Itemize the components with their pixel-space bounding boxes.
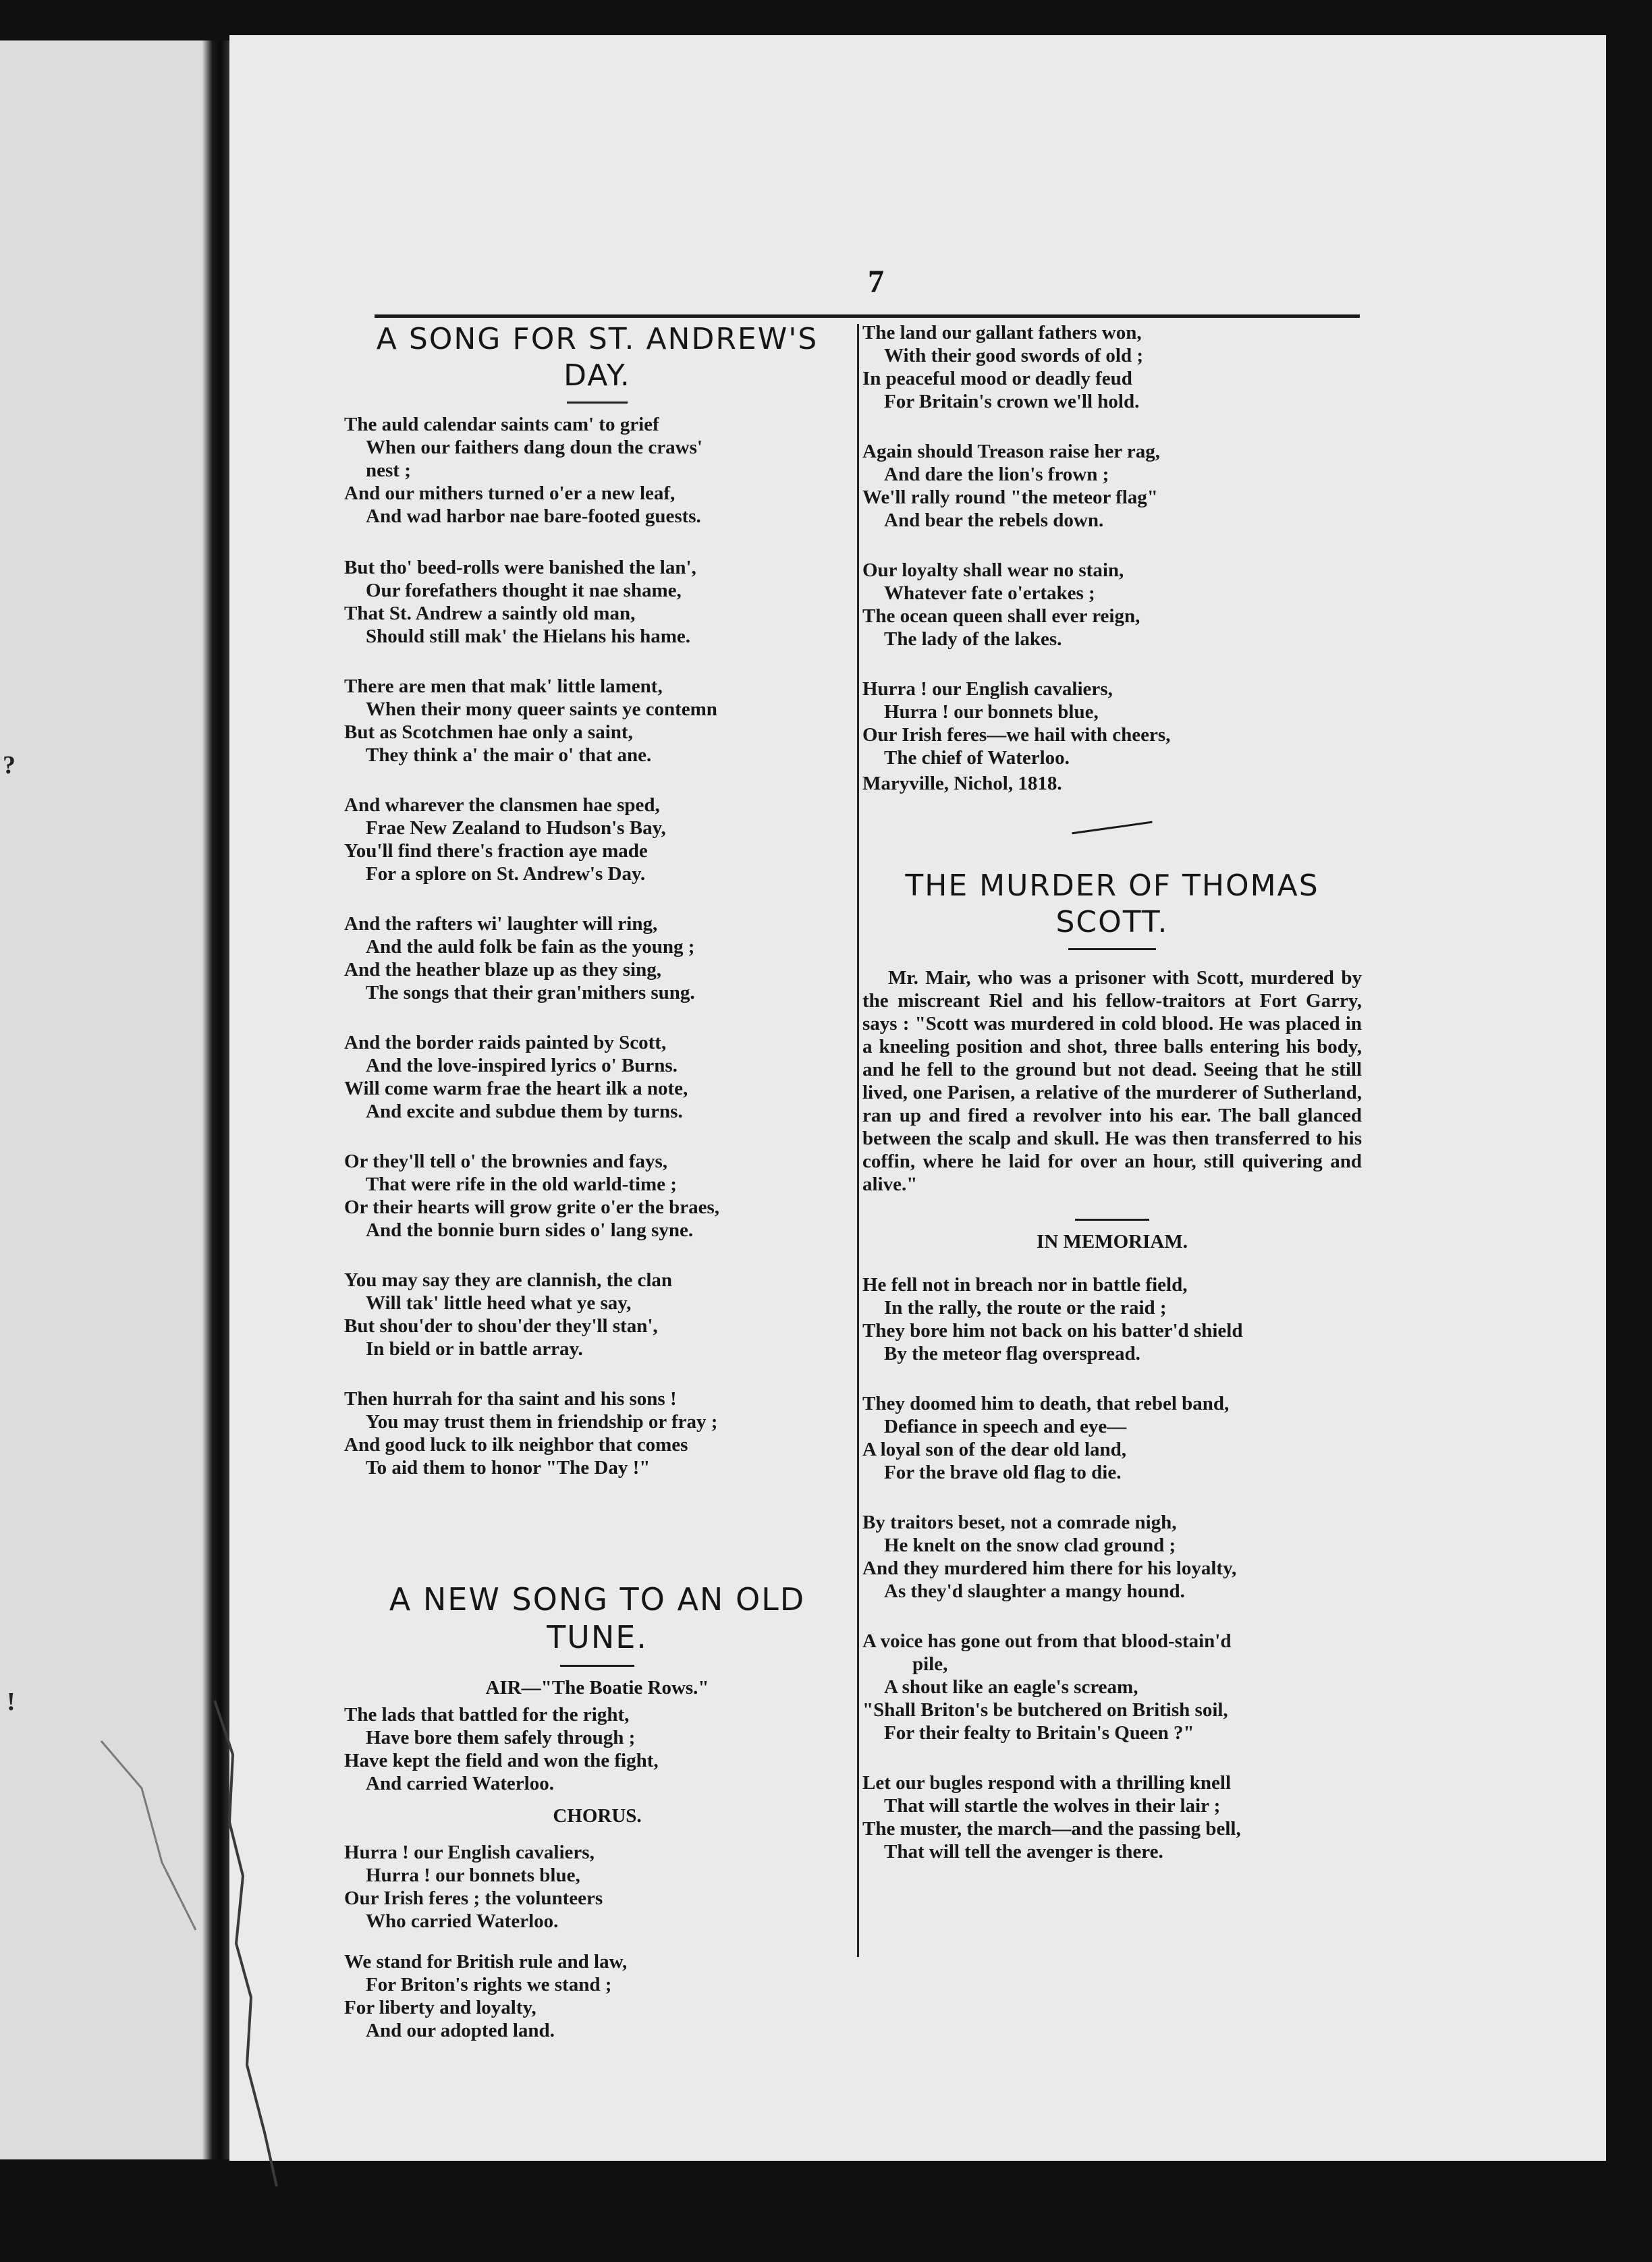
stanza: [344, 1031, 850, 1123]
verse-line: Should still mak' the Hielans his hame.: [366, 626, 691, 648]
stanza: [862, 440, 1362, 532]
verse-line: Have bore them safely through ;: [366, 1726, 636, 1748]
verse-line: And bear the rebels down.: [884, 509, 1104, 531]
verse-line: You may say they are clannish, the clan: [344, 1269, 673, 1292]
verse-line: He knelt on the snow clad ground ;: [884, 1535, 1176, 1557]
verse-line: When our faithers dang doun the craws': [366, 437, 703, 459]
stanza: [862, 1771, 1362, 1863]
verse-line: And the auld folk be fain as the young ;: [366, 936, 695, 958]
verse-line: That will startle the wolves in their lair ;: [884, 1795, 1221, 1817]
verse-line: They bore him not back on his batter'd shield: [862, 1320, 1243, 1342]
article-body: Mr. Mair, who was a prisoner with Scott, murdered by the miscreant Riel and his fellow-traitors at Fort Garry, says : "Scott was murdered in cold blood. He was placed in a kneeling position and shot, three balls entering his body, and he fell to the ground but not dead. Seeing that he still lived, one Parisen, a relative of the murderer of Sutherland, ran up and fired a revolver into his ear. The ball glanced between the scalp and skull. He was then transferred to his coffin, where he laid for over an hour, still quivering and alive.": [862, 967, 1362, 1196]
verse-line: In peaceful mood or deadly feud: [862, 368, 1132, 389]
verse-line: By traitors beset, not a comrade nigh,: [862, 1512, 1177, 1534]
author-signature: Maryville, Nichol, 1818.: [862, 773, 1062, 794]
verse-line: And the rafters wi' laughter will ring,: [344, 913, 658, 935]
verse-line: Hurra ! our bonnets blue,: [366, 1864, 580, 1886]
verse-line: Frae New Zealand to Hudson's Bay,: [366, 817, 666, 839]
stanza: [344, 912, 850, 1004]
stanza: [344, 556, 850, 648]
verse-line: Let our bugles respond with a thrilling knell: [862, 1772, 1232, 1794]
verse-line: Will tak' little heed what ye say,: [366, 1292, 632, 1315]
verse-line: Have kept the field and won the fight,: [344, 1749, 659, 1771]
article-title-murder: THE MURDER OF THOMAS SCOTT.: [905, 868, 1319, 939]
verse-line: For the brave old flag to die.: [884, 1462, 1122, 1484]
verse-line: Defiance in speech and eye—: [884, 1416, 1127, 1438]
verse-line: Hurra ! our English cavaliers,: [344, 1841, 595, 1863]
verse-line: The lads that battled for the right,: [344, 1703, 630, 1726]
stanza: [862, 1273, 1362, 1365]
air-note: AIR—"The Boatie Rows.": [485, 1676, 709, 1699]
verse-line: Or their hearts will grow grite o'er the braes,: [344, 1196, 719, 1219]
verse-line: Our loyalty shall wear no stain,: [862, 559, 1124, 581]
verse-line: To aid them to honor "The Day !": [366, 1457, 651, 1479]
verse-line: And our mithers turned o'er a new leaf,: [344, 482, 676, 505]
verse-line: nest ;: [366, 460, 411, 482]
verse-line: A voice has gone out from that blood-stain'd: [862, 1630, 1232, 1653]
verse-line: The songs that their gran'mithers sung.: [366, 982, 695, 1004]
verse-line: He fell not in breach nor in battle field,: [862, 1274, 1188, 1296]
verse-line: The ocean queen shall ever reign,: [862, 605, 1140, 627]
verse-line: Our forefathers thought it nae shame,: [366, 580, 682, 602]
verse-line: And the love-inspired lyrics o' Burns.: [366, 1055, 678, 1077]
facing-page-edge: [0, 40, 215, 2159]
stanza: [344, 1387, 850, 1479]
chorus-label: CHORUS.: [553, 1804, 642, 1827]
verse-line: And wharever the clansmen hae sped,: [344, 794, 660, 817]
column-divider: [857, 324, 859, 1957]
verse-line: And our adopted land.: [366, 2019, 555, 2041]
stanza: [862, 1392, 1362, 1484]
verse-line: "Shall Briton's be butchered on British soil,: [862, 1699, 1228, 1721]
stanza: [344, 413, 850, 528]
verse-line: As they'd slaughter a mangy hound.: [884, 1580, 1185, 1603]
stanza: [344, 675, 850, 767]
stanza: [344, 1150, 850, 1242]
verse-line: The land our gallant fathers won,: [862, 322, 1142, 343]
verse-line: And they murdered him there for his loyalty,: [862, 1557, 1237, 1580]
title-rule: [567, 402, 628, 404]
verse-line: They doomed him to death, that rebel band,: [862, 1393, 1230, 1415]
page-number: 7: [868, 264, 884, 300]
verse-line: But tho' beed-rolls were banished the lan',: [344, 557, 696, 579]
verse-line: Our Irish feres—we hail with cheers,: [862, 724, 1171, 746]
verse-line: Hurra ! our English cavaliers,: [862, 678, 1113, 700]
verse-line: For Britain's crown we'll hold.: [884, 391, 1140, 412]
verse-line: For liberty and loyalty,: [344, 1996, 536, 2018]
verse-line: You may trust them in friendship or fray ;: [366, 1411, 718, 1433]
verse-line: The muster, the march—and the passing bell,: [862, 1818, 1241, 1840]
stanza: [862, 559, 1362, 651]
verse-line: The chief of Waterloo.: [884, 747, 1070, 769]
verse-line: And the bonnie burn sides o' lang syne.: [366, 1219, 694, 1242]
memoriam-title: IN MEMORIAM.: [1037, 1231, 1188, 1253]
verse-line: A loyal son of the dear old land,: [862, 1439, 1127, 1461]
verse-line: But as Scotchmen hae only a saint,: [344, 721, 633, 744]
verse-line: And the heather blaze up as they sing,: [344, 959, 661, 981]
verse-line: For Briton's rights we stand ;: [366, 1973, 612, 1995]
verse-line: We'll rally round "the meteor flag": [862, 487, 1158, 508]
verse-line: pile,: [912, 1653, 948, 1676]
right-column: [862, 321, 1362, 1863]
verse-line: When their mony queer saints ye contemn: [366, 698, 717, 721]
verse-line: Whatever fate o'ertakes ;: [884, 582, 1095, 604]
verse-line: And the border raids painted by Scott,: [344, 1032, 667, 1054]
verse-line: Again should Treason raise her rag,: [862, 441, 1160, 462]
verse-line: They think a' the mair o' that ane.: [366, 744, 652, 767]
stanza: [862, 1630, 1362, 1744]
verse-line: And excite and subdue them by turns.: [366, 1101, 683, 1123]
stanza: [344, 794, 850, 885]
verse-line: There are men that mak' little lament,: [344, 675, 663, 698]
stanza: [862, 678, 1362, 769]
verse-line: But shou'der to shou'der they'll stan',: [344, 1315, 658, 1337]
verse-line: You'll find there's fraction aye made: [344, 840, 648, 862]
verse-line: With their good swords of old ;: [884, 345, 1144, 366]
verse-line: By the meteor flag overspread.: [884, 1343, 1140, 1365]
margin-mark: !: [7, 1688, 16, 1716]
verse-line: And wad harbor nae bare-footed guests.: [366, 505, 701, 528]
stanza: [344, 1950, 850, 2042]
verse-line: Or they'll tell o' the brownies and fays,: [344, 1151, 668, 1173]
title-rule: [1068, 948, 1156, 950]
verse-line: That were rife in the old warld-time ;: [366, 1174, 677, 1196]
stanza: [344, 1841, 850, 1933]
margin-mark: ?: [3, 751, 16, 779]
left-column: [344, 321, 850, 2042]
verse-line: That will tell the avenger is there.: [884, 1841, 1163, 1863]
section-rule: [1075, 1219, 1149, 1221]
verse-line: The lady of the lakes.: [884, 628, 1062, 650]
verse-line: Then hurrah for tha saint and his sons !: [344, 1388, 677, 1410]
ornament-swash: [1072, 822, 1153, 831]
song-title-st-andrews: A SONG FOR ST. ANDREW'S DAY.: [376, 322, 819, 393]
stanza: [344, 1269, 850, 1360]
stanza: [862, 1511, 1362, 1603]
title-rule: [560, 1665, 634, 1667]
verse-line: A shout like an eagle's scream,: [884, 1676, 1138, 1699]
verse-line: And good luck to ilk neighbor that comes: [344, 1434, 688, 1456]
header-rule: [375, 314, 1360, 318]
verse-line: Our Irish feres ; the volunteers: [344, 1887, 603, 1909]
verse-line: And carried Waterloo.: [366, 1772, 554, 1794]
stanza: [344, 1703, 850, 1795]
song-title-new-song: A NEW SONG TO AN OLD TUNE.: [389, 1581, 806, 1656]
verse-line: And dare the lion's frown ;: [884, 464, 1109, 485]
verse-line: That St. Andrew a saintly old man,: [344, 603, 636, 625]
verse-line: In bield or in battle array.: [366, 1338, 583, 1360]
verse-line: For a splore on St. Andrew's Day.: [366, 863, 646, 885]
verse-line: We stand for British rule and law,: [344, 1950, 628, 1973]
verse-line: Who carried Waterloo.: [366, 1910, 559, 1932]
stanza: [862, 321, 1362, 413]
verse-line: Will come warm frae the heart ilk a note,: [344, 1078, 688, 1100]
verse-line: For their fealty to Britain's Queen ?": [884, 1722, 1194, 1744]
verse-line: Hurra ! our bonnets blue,: [884, 701, 1099, 723]
verse-line: In the rally, the route or the raid ;: [884, 1297, 1167, 1319]
verse-line: The auld calendar saints cam' to grief: [344, 414, 659, 436]
